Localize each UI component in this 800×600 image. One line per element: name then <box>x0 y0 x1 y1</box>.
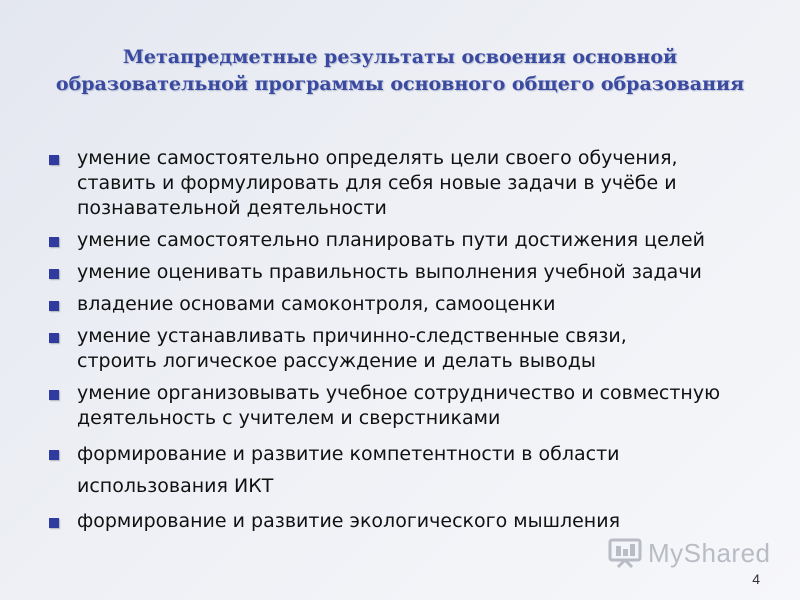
bullet-text-line: умение организовывать учебное сотрудничество и совместную <box>77 382 721 404</box>
square-bullet-icon <box>49 333 59 343</box>
square-bullet-icon <box>49 301 59 311</box>
watermark-logo <box>608 536 771 572</box>
list-item <box>48 260 768 285</box>
list-item <box>48 292 768 317</box>
bullet-text-line: ставить и формулировать для себя новые задачи в учёбе и <box>77 172 677 194</box>
presentation-board-icon <box>608 538 642 568</box>
square-bullet-icon <box>49 450 59 460</box>
square-bullet-icon <box>49 390 59 400</box>
bullet-list <box>48 146 768 541</box>
list-item <box>48 381 768 431</box>
bullet-text-line: владение основами самоконтроля, самооценки <box>77 293 556 315</box>
bullet-text-line: деятельность с учителем и сверстниками <box>77 407 501 429</box>
slide-title <box>30 44 770 98</box>
watermark-text: MyShared <box>648 538 771 568</box>
bullet-text-line: познавательной деятельности <box>77 197 387 219</box>
square-bullet-icon <box>49 269 59 279</box>
square-bullet-icon <box>49 237 59 247</box>
bullet-text-line: умение оценивать правильность выполнения учебной задачи <box>77 261 702 283</box>
page-number: 4 <box>752 571 760 587</box>
title-line-2: образовательной программы основного общего образования <box>55 73 745 95</box>
bullet-text-line: использования ИКТ <box>77 475 274 497</box>
bullet-text-line: умение самостоятельно планировать пути достижения целей <box>77 229 705 251</box>
list-item <box>48 324 768 374</box>
title-line-1: Метапредметные результаты освоения основной <box>122 46 678 68</box>
list-item <box>48 438 768 502</box>
square-bullet-icon <box>49 155 59 165</box>
bullet-text-line: формирование и развитие компетентности в области <box>77 443 620 465</box>
list-item <box>48 509 768 534</box>
bullet-text-line: умение устанавливать причинно-следственные связи, <box>77 325 627 347</box>
bullet-text-line: формирование и развитие экологического мышления <box>77 510 621 532</box>
bullet-text-line: умение самостоятельно определять цели своего обучения, <box>77 147 678 169</box>
list-item <box>48 146 768 221</box>
list-item <box>48 228 768 253</box>
bullet-text-line: строить логическое рассуждение и делать выводы <box>77 350 596 372</box>
square-bullet-icon <box>49 518 59 528</box>
